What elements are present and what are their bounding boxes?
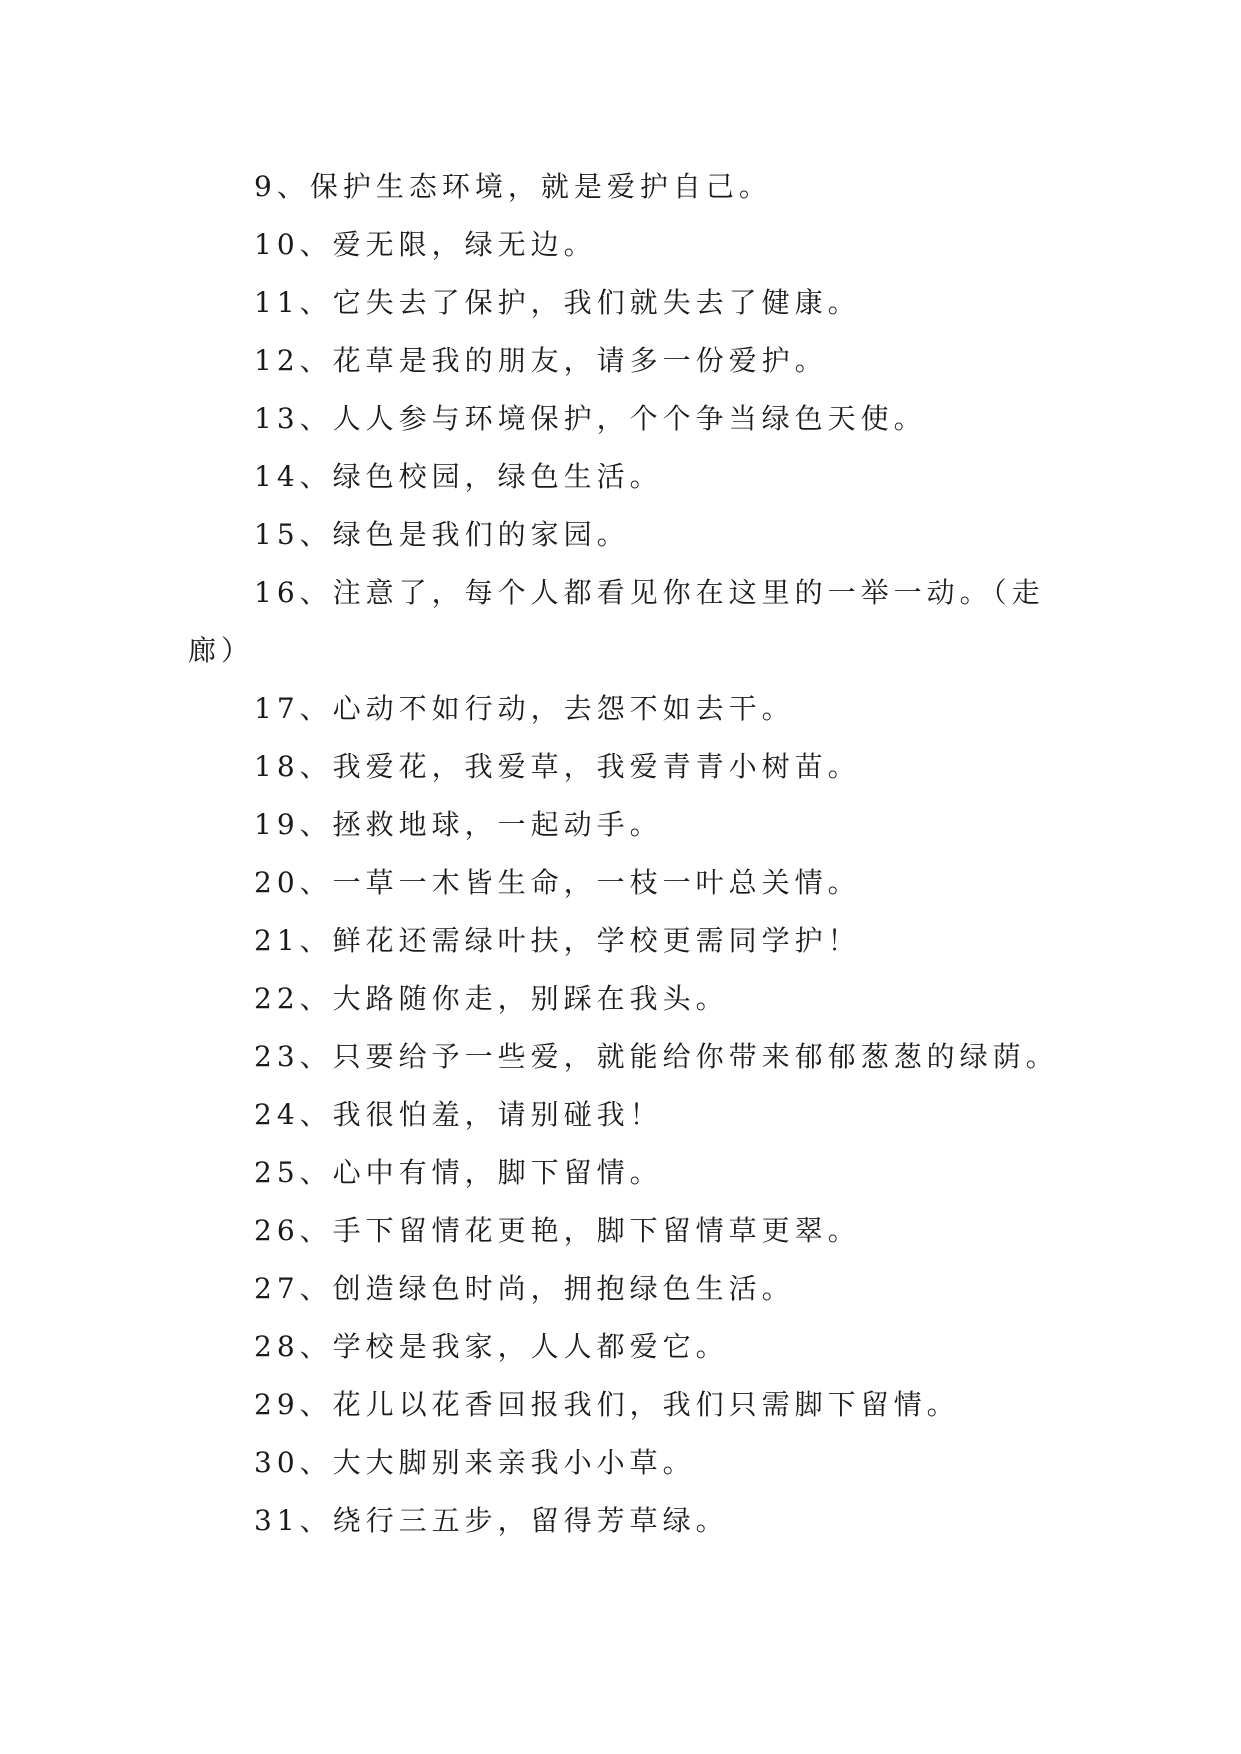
list-item: 30、大大脚别来亲我小小草。 — [254, 1446, 696, 1479]
list-item: 15、绿色是我们的家园。 — [254, 518, 630, 551]
list-item: 28、学校是我家，人人都爱它。 — [254, 1330, 729, 1363]
list-item: 22、大路随你走，别踩在我头。 — [254, 982, 729, 1015]
list-item: 29、花儿以花香回报我们，我们只需脚下留情。 — [254, 1388, 960, 1421]
list-item: 24、我很怕羞，请别碰我！ — [254, 1098, 663, 1131]
list-item: 9、保护生态环境，就是爱护自己。 — [254, 170, 772, 203]
list-item: 20、一草一木皆生命，一枝一叶总关情。 — [254, 866, 861, 899]
list-item: 19、拯救地球，一起动手。 — [254, 808, 663, 841]
list-item: 17、心动不如行动，去怨不如去干。 — [254, 692, 795, 725]
list-item: 16、注意了，每个人都看见你在这里的一举一动。（走 — [254, 576, 1045, 609]
list-item: 18、我爱花，我爱草，我爱青青小树苗。 — [254, 750, 861, 783]
list-item: 11、它失去了保护，我们就失去了健康。 — [254, 286, 861, 319]
list-item-continuation: 廊） — [188, 634, 255, 667]
list-item: 25、心中有情，脚下留情。 — [254, 1156, 663, 1189]
list-item: 31、绕行三五步，留得芳草绿。 — [254, 1504, 729, 1537]
list-item: 27、创造绿色时尚，拥抱绿色生活。 — [254, 1272, 795, 1305]
list-item: 13、人人参与环境保护，个个争当绿色天使。 — [254, 402, 927, 435]
list-item: 21、鲜花还需绿叶扶，学校更需同学护！ — [254, 924, 861, 957]
list-item: 26、手下留情花更艳，脚下留情草更翠。 — [254, 1214, 861, 1247]
list-item: 12、花草是我的朋友，请多一份爱护。 — [254, 344, 828, 377]
list-item: 10、爱无限，绿无边。 — [254, 228, 597, 261]
list-item: 14、绿色校园，绿色生活。 — [254, 460, 663, 493]
slogan-list — [188, 158, 1068, 1550]
list-item: 23、只要给予一些爱，就能给你带来郁郁葱葱的绿荫。 — [254, 1040, 1059, 1073]
